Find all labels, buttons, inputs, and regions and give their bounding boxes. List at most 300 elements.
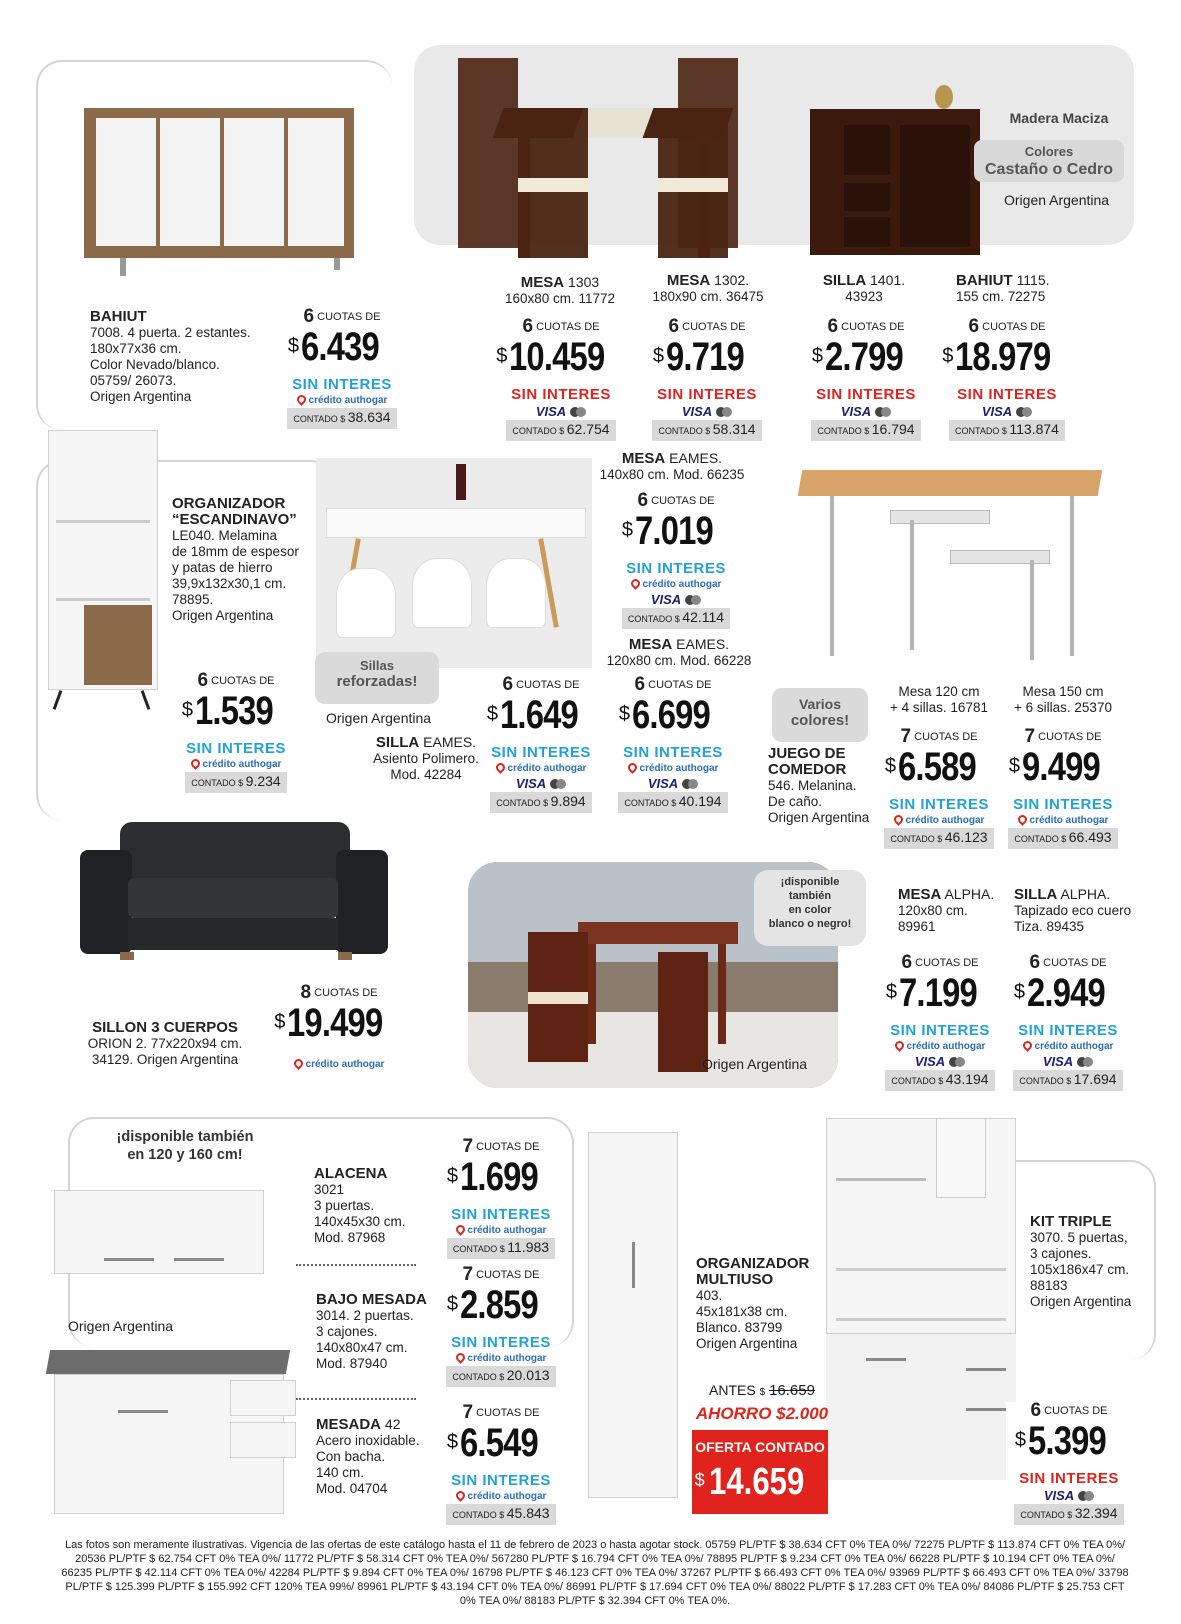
sin-interes: SIN INTERES [451,1206,551,1223]
kit-triple-desc-3: 105x186x47 cm. [1030,1262,1130,1277]
credito-authogar [1002,814,1124,828]
silla-1401-desc-2: 43923 [845,289,883,304]
mesa-1303-price [496,318,626,441]
cuotas-label: CUOTAS DE [314,987,378,999]
alpha-badge-line4: blanco o negro! [768,918,852,930]
contado-value: 20.013 [506,1367,550,1383]
mesada-name: MESADA [316,1416,382,1433]
location-pin-icon [454,1489,467,1502]
hero-origin: Origen Argentina [1004,192,1110,208]
org-multiuso-antes [702,1382,822,1399]
amount [440,1156,562,1206]
cuotas-label: CUOTAS DE [914,731,978,743]
oferta-contado-box [692,1430,828,1514]
mesa-alpha-desc-2: 89961 [898,919,936,934]
price-value: 6.549 [460,1421,538,1465]
kit-triple-desc-1: 3070. 5 puertas, [1030,1230,1128,1245]
mesa-1303-desc-1: 1303 [568,274,600,290]
kit-triple-desc-2: 3 cajones. [1030,1246,1092,1261]
bahiut-7008-name: BAHIUT [90,308,147,325]
cuotas-number: 6 [502,674,514,695]
contado-value: 62.754 [566,421,610,437]
silla-alpha-name: SILLA [1014,886,1058,903]
org-multiuso-name-1: ORGANIZADOR [696,1255,810,1272]
silla-alpha-name-rest: ALPHA. [1060,886,1111,902]
price-value: 1.699 [460,1155,538,1199]
cuotas-label: CUOTAS DE [841,321,905,333]
oferta-currency: $ [694,1470,705,1490]
visa-icon: VISA [914,1054,946,1069]
silla-eames-name: SILLA [375,734,420,751]
mesada-desc-1: Acero inoxidable. [316,1433,420,1448]
organizador-esc-desc-6: Origen Argentina [172,608,274,623]
bahiut-1115-price [940,318,1074,441]
contado-value: 9.894 [550,793,586,809]
silla-1401-name: SILLA [822,272,867,289]
card-logos [1006,1488,1132,1504]
credito-label: crédito authogar [305,1059,385,1070]
cuotas-number: 6 [968,316,980,337]
contado-value: 38.634 [347,409,391,425]
bahiut-7008-info [90,308,260,405]
contado-label: CONTADO $ [817,426,870,436]
sin-interes: SIN INTERES [816,386,916,403]
silla-eames-desc-1: Asiento Polimero. [373,751,479,766]
mastercard-icon [881,407,891,417]
bahiut-1115-info [956,272,1066,305]
cuotas-label: CUOTAS DE [982,321,1046,333]
card-logos [940,404,1074,420]
varios-badge-line1: Varios [798,696,842,712]
credito-authogar [282,394,402,408]
org-multiuso-desc-2: 45x181x38 cm. [696,1304,788,1319]
cuotas-line [1006,954,1130,972]
visa-icon: VISA [981,404,1013,419]
cuotas-number: 6 [1030,1400,1042,1421]
credito-label: crédito authogar [467,1225,547,1236]
credito-authogar [878,1040,1002,1054]
mesa-eames-1-price [612,492,740,629]
bahiut-1115-desc-1: 1115. [1016,272,1050,288]
kit-triple-price [1006,1402,1132,1525]
cuotas-label: CUOTAS DE [1043,957,1107,969]
contado-label: CONTADO $ [293,414,346,424]
contado-label: CONTADO $ [452,1244,505,1254]
location-pin-icon [1016,813,1029,826]
credito-authogar [274,1058,404,1072]
visa-icon: VISA [840,404,872,419]
silla-eames-desc-2: Mod. 42284 [390,767,462,782]
currency: $ [1013,981,1025,1003]
juego-comedor-desc-3: Origen Argentina [768,810,870,825]
contado-value: 9.234 [245,773,281,789]
sillon-info [80,1020,250,1068]
cuotas-label: CUOTAS DE [1038,731,1102,743]
kitchen-badge-line2: en 120 y 160 cm! [127,1147,243,1163]
sin-interes: SIN INTERES [957,386,1057,403]
amount [496,336,626,386]
cuotas-number: 7 [462,1264,474,1285]
antes-value: 16.659 [769,1382,815,1399]
contado-value: 43.194 [945,1071,989,1087]
bajo-mesada-name: BAJO MESADA [316,1291,427,1308]
sillas-badge-line1: Sillas [360,658,394,673]
organizador-esc-name-2: “ESCANDINAVO” [172,511,297,528]
price-value: 6.699 [632,693,710,737]
contado-label: CONTADO $ [1019,1076,1072,1086]
juego-comedor-desc-2: De caño. [768,794,823,809]
credito-label: crédito authogar [308,395,388,406]
mesa-eames-2-price [610,676,736,813]
price-value: 1.539 [195,689,273,733]
mesa-120-desc-1: Mesa 120 cm [898,684,980,699]
juego-comedor-name-2: COMEDOR [768,761,847,778]
mesada-desc-4: Mod. 04704 [316,1481,388,1496]
currency: $ [287,335,299,357]
kitchen-availability-badge [110,1128,260,1164]
divider [296,1264,416,1266]
credito-authogar [878,814,1000,828]
cuotas-number: 8 [300,982,312,1003]
mesa-alpha-price [878,954,1002,1091]
amount [940,336,1074,386]
sillon-name: SILLON 3 CUERPOS [92,1019,238,1036]
bahiut-7008-desc-3: Color Nevado/blanco. [90,357,220,372]
price-value: 7.019 [635,509,713,553]
alpha-badge-line1: ¡disponible [780,876,840,888]
bajo-mesada-image [48,1350,300,1516]
location-pin-icon [626,761,639,774]
mastercard-icon [955,1057,965,1067]
contado-value: 32.394 [1074,1505,1118,1521]
contado-box [446,1504,555,1525]
alacena-desc-2: 3 puertas. [314,1198,375,1213]
mastercard-icon [576,407,586,417]
alpha-badge-line2: también [788,890,832,902]
cuotas-label: CUOTAS DE [317,311,381,323]
sin-interes: SIN INTERES [1018,1022,1118,1039]
divider [296,1398,416,1400]
location-pin-icon [292,1057,305,1070]
amount [804,336,928,386]
alpha-available-badge [754,870,866,946]
price-value: 1.649 [500,693,578,737]
oferta-label: OFERTA CONTADO [695,1439,825,1455]
juego-comedor-info [768,746,878,826]
cuotas-line [878,954,1002,972]
organizador-esc-name-1: ORGANIZADOR [172,495,286,512]
amount [1006,972,1130,1022]
cuotas-number: 6 [197,670,209,691]
credito-label: crédito authogar [906,1041,986,1052]
amount [878,746,1000,796]
cuotas-line [878,728,1000,746]
bahiut-7008-price [282,308,402,429]
silla-1401-desc-1: 1401. [870,272,906,288]
mesa-120-info [884,684,994,716]
bahiut-7008-desc-4: 05759/ 26073. [90,373,177,388]
contado-value: 58.314 [712,421,756,437]
sillon-desc-2: 34129. Origen Argentina [91,1052,239,1067]
mesa-1303-info [498,274,622,307]
organizador-esc-desc-2: de 18mm de espesor [172,544,299,559]
credito-label: crédito authogar [905,815,985,826]
varios-colores-badge [772,688,868,742]
location-pin-icon [454,1223,467,1236]
bahiut-1115-image [810,85,980,255]
credito-authogar [440,1224,562,1238]
contado-box [885,1070,994,1091]
contado-value: 42.114 [682,609,725,625]
colores-box [974,140,1124,182]
price-value: 2.949 [1027,971,1105,1015]
bahiut-7008-image [84,108,354,278]
mastercard-icon [556,779,566,789]
amount [610,694,736,744]
contado-box [447,1238,555,1259]
mastercard-icon [691,595,701,605]
mesa-120-price [878,728,1000,849]
contado-box [490,792,591,813]
contado-label: CONTADO $ [452,1510,505,1520]
org-multiuso-desc-4: Origen Argentina [696,1336,798,1351]
cuotas-label: CUOTAS DE [682,321,746,333]
mesa-1303-name: MESA [520,274,565,291]
mesa-eames-2-desc: 120x80 cm. Mod. 66228 [606,653,752,668]
org-multiuso-desc-3: Blanco. 83799 [696,1320,783,1335]
contado-label: CONTADO $ [1014,834,1067,844]
cuotas-line [176,672,296,690]
price-value: 9.719 [666,335,744,379]
mesada-desc-3: 140 cm. [316,1465,365,1480]
cuotas-label: CUOTAS DE [476,1407,540,1419]
silla-alpha-info [1014,886,1144,935]
price-value: 2.859 [460,1283,538,1327]
price-value: 18.979 [955,335,1051,379]
cuotas-line [440,1138,562,1156]
kit-triple-image [826,1118,1016,1480]
cuotas-label: CUOTAS DE [648,679,712,691]
cuotas-line [940,318,1074,336]
organizador-esc-info [172,496,312,624]
credito-label: crédito authogar [202,759,282,770]
bahiut-7008-desc-1: 7008. 4 puerta. 2 estantes. [90,325,251,340]
mesa-eames-2-name-rest: EAMES. [676,636,730,652]
cuotas-line [612,492,740,510]
currency: $ [621,519,633,541]
currency: $ [181,699,193,721]
price-value: 6.439 [301,325,379,369]
visa-icon: VISA [650,592,682,607]
mesa-1302-price [642,318,772,441]
visa-icon: VISA [535,404,567,419]
mesa-150-desc-1: Mesa 150 cm [1022,684,1104,699]
contado-box [287,408,396,429]
sin-interes: SIN INTERES [491,744,591,761]
bajo-mesada-price [440,1266,562,1387]
organizador-esc-desc-1: LE040. Melamina [172,528,278,543]
cuotas-number: 7 [462,1402,474,1423]
contado-value: 40.194 [678,793,722,809]
location-pin-icon [494,761,507,774]
silla-1401-info [816,272,912,305]
cuotas-number: 6 [303,306,315,327]
mesa-eames-2-name: MESA [628,636,673,653]
legal-disclaimer: Las fotos son meramente ilustrativas. Vigencia de las ofertas de este catálogo hasta el 11 de febrero de 2023 o hasta agotar stock. 05759 PL/PTF $ 38.634 CFT 0% TEA 0%/ 72275 PL/PTF $ 113.874 CFT 0% TEA 0%/ 20536 PL/PTF $ 62.754 CFT 0% TEA 0%/ 11772 PL/PTF $ 58.314 CFT 0% TEA 0%/ 567280 PL/PTF $ 16.794 CFT 0% TEA 0%/ 78895 PL/PTF $ 9.234 CFT 0% TEA 0%/ 66228 PL/PTF $ 10.194 CFT 0% TEA 0%/ 66235 PL/PTF $ 42.114 CFT 0% TEA 0%/ 42284 PL/PTF $ 9.894 CFT 0% TEA 0%/ 16798 PL/PTF $ 46.123 CFT 0% TEA 0%/ 37267 PL/PTF $ 66.493 CFT 0% TEA 0%/ 93969 PL/PTF $ 66.493 CFT 0% TEA 0%/ 33798 PL/PTF $ 125.399 PL/PTF $ 155.992 CFT 120% TEA 99%/ 89961 PL/PTF $ 43.194 CFT 0% TEA 0%/ 86991 PL/PTF $ 17.694 CFT 0% TEA 0%/ 88022 PL/PTF $ 17.283 CFT 0% TEA 0%/ 84086 PL/PTF $ 25.753 CFT 0% TEA 0%/ 88183 PL/PTF $ 32.394 CFT 0% TEA 0%. [61,1539,1129,1607]
madera-maciza-text: Madera Maciza [1009,110,1109,126]
cuotas-line [440,1266,562,1284]
mesa-150-info [1008,684,1118,716]
card-logos [804,404,928,420]
bajo-mesada-desc-1: 3014. 2 puertas. [316,1308,414,1323]
credito-label: crédito authogar [642,579,722,590]
kit-triple-desc-5: Origen Argentina [1030,1294,1132,1309]
cuotas-line [496,318,626,336]
kitchen-badge-line1: ¡disponible también [116,1129,254,1145]
silla-eames-info [366,734,486,783]
alacena-price [440,1138,562,1259]
contado-label: CONTADO $ [890,834,943,844]
sin-interes: SIN INTERES [451,1334,551,1351]
alacena-desc-1: 3021 [314,1182,345,1197]
mastercard-icon [688,779,698,789]
mastercard-icon [1083,1057,1093,1067]
sin-interes: SIN INTERES [657,386,757,403]
cuotas-line [1002,728,1124,746]
currency: $ [486,703,498,725]
amount [612,510,740,560]
cuotas-line [478,676,604,694]
card-logos [610,776,736,792]
alacena-desc-3: 140x45x30 cm. [314,1214,406,1229]
cuotas-number: 6 [901,952,913,973]
contado-box [652,420,761,441]
cuotas-line [440,1404,562,1422]
amount [440,1284,562,1334]
contado-value: 17.694 [1073,1071,1117,1087]
currency: $ [446,1431,458,1453]
cuotas-line [1006,1402,1132,1420]
antes-currency: $ [759,1387,766,1398]
mesada-desc-2: Con bacha. [316,1449,386,1464]
contado-label: CONTADO $ [624,798,677,808]
sin-interes: SIN INTERES [511,386,611,403]
sillas-badge-line2: reforzadas! [336,673,418,690]
mesa-eames-2-info [604,636,754,669]
bajo-mesada-desc-2: 3 cajones. [316,1324,378,1339]
cuotas-number: 6 [637,490,649,511]
oferta-value: 14.659 [709,1461,805,1503]
mesa-alpha-info [898,886,1008,935]
card-logos [878,1054,1002,1070]
contado-value: 66.493 [1068,829,1112,845]
mesa-1302-desc-2: 180x90 cm. 36475 [652,289,764,304]
cuotas-label: CUOTAS DE [651,495,715,507]
contado-box [811,420,920,441]
organizador-esc-desc-5: 78895. [172,592,214,607]
contado-value: 113.874 [1009,421,1059,437]
location-pin-icon [893,1039,906,1052]
currency: $ [618,703,630,725]
sillas-reforzadas-badge [315,652,439,704]
juego-comedor-name-1: JUEGO DE [768,745,846,762]
amount [1006,1420,1132,1470]
silla-alpha-desc-2: Tiza. 89435 [1014,919,1085,934]
contado-box [622,608,730,629]
credito-authogar [610,762,736,776]
contado-label: CONTADO $ [496,798,549,808]
currency: $ [942,345,954,367]
price-value: 6.589 [898,745,976,789]
mesa-alpha-desc-1: 120x80 cm. [898,903,968,918]
contado-box [506,420,615,441]
contado-value: 46.123 [944,829,988,845]
price-value: 5.399 [1028,1419,1106,1463]
location-pin-icon [189,757,202,770]
mesada-name-rest: 42 [384,1416,401,1432]
silla-alpha-price [1006,954,1130,1091]
kit-triple-info [1030,1214,1150,1310]
amount [878,972,1002,1022]
cuotas-number: 6 [1029,952,1041,973]
currency: $ [274,1011,286,1033]
cuotas-number: 6 [634,674,646,695]
cuotas-line [642,318,772,336]
sin-interes: SIN INTERES [186,740,286,757]
oferta-amount [692,1458,828,1512]
mesa-1302-info [646,272,770,305]
amount [440,1422,562,1472]
visa-icon: VISA [681,404,713,419]
contado-value: 45.843 [506,1505,550,1521]
location-pin-icon [629,577,642,590]
credito-label: crédito authogar [507,763,587,774]
silla-eames-price [478,676,604,813]
card-logos [612,592,740,608]
cuotas-line [282,308,402,326]
card-logos [478,776,604,792]
credito-authogar [176,758,296,772]
credito-label: crédito authogar [1034,1041,1114,1052]
mesa-150-desc-2: + 6 sillas. 25370 [1014,700,1112,715]
contado-box [1014,1504,1123,1525]
alacena-info [314,1166,424,1246]
contado-box [1013,1070,1122,1091]
sillon-price [274,984,404,1072]
contado-value: 11.983 [507,1239,550,1255]
contado-label: CONTADO $ [891,1076,944,1086]
credito-authogar [1006,1040,1130,1054]
currency: $ [652,345,664,367]
currency: $ [446,1165,458,1187]
card-logos [1006,1054,1130,1070]
silla-1401-price [804,318,928,441]
amount [642,336,772,386]
bahiut-1115-name: BAHIUT [956,272,1013,289]
sin-interes: SIN INTERES [889,796,989,813]
kit-triple-desc-4: 88183 [1030,1278,1068,1293]
visa-icon: VISA [515,776,547,791]
org-multiuso-image [588,1132,682,1502]
currency: $ [884,755,896,777]
kit-triple-name: KIT TRIPLE [1030,1213,1112,1230]
org-multiuso-info [696,1256,816,1352]
cuotas-number: 7 [1024,726,1036,747]
credito-authogar [440,1490,562,1504]
mesa-1303-desc-2: 160x80 cm. 11772 [504,291,616,306]
varios-badge-line2: colores! [790,712,850,729]
alacena-image [54,1190,264,1278]
